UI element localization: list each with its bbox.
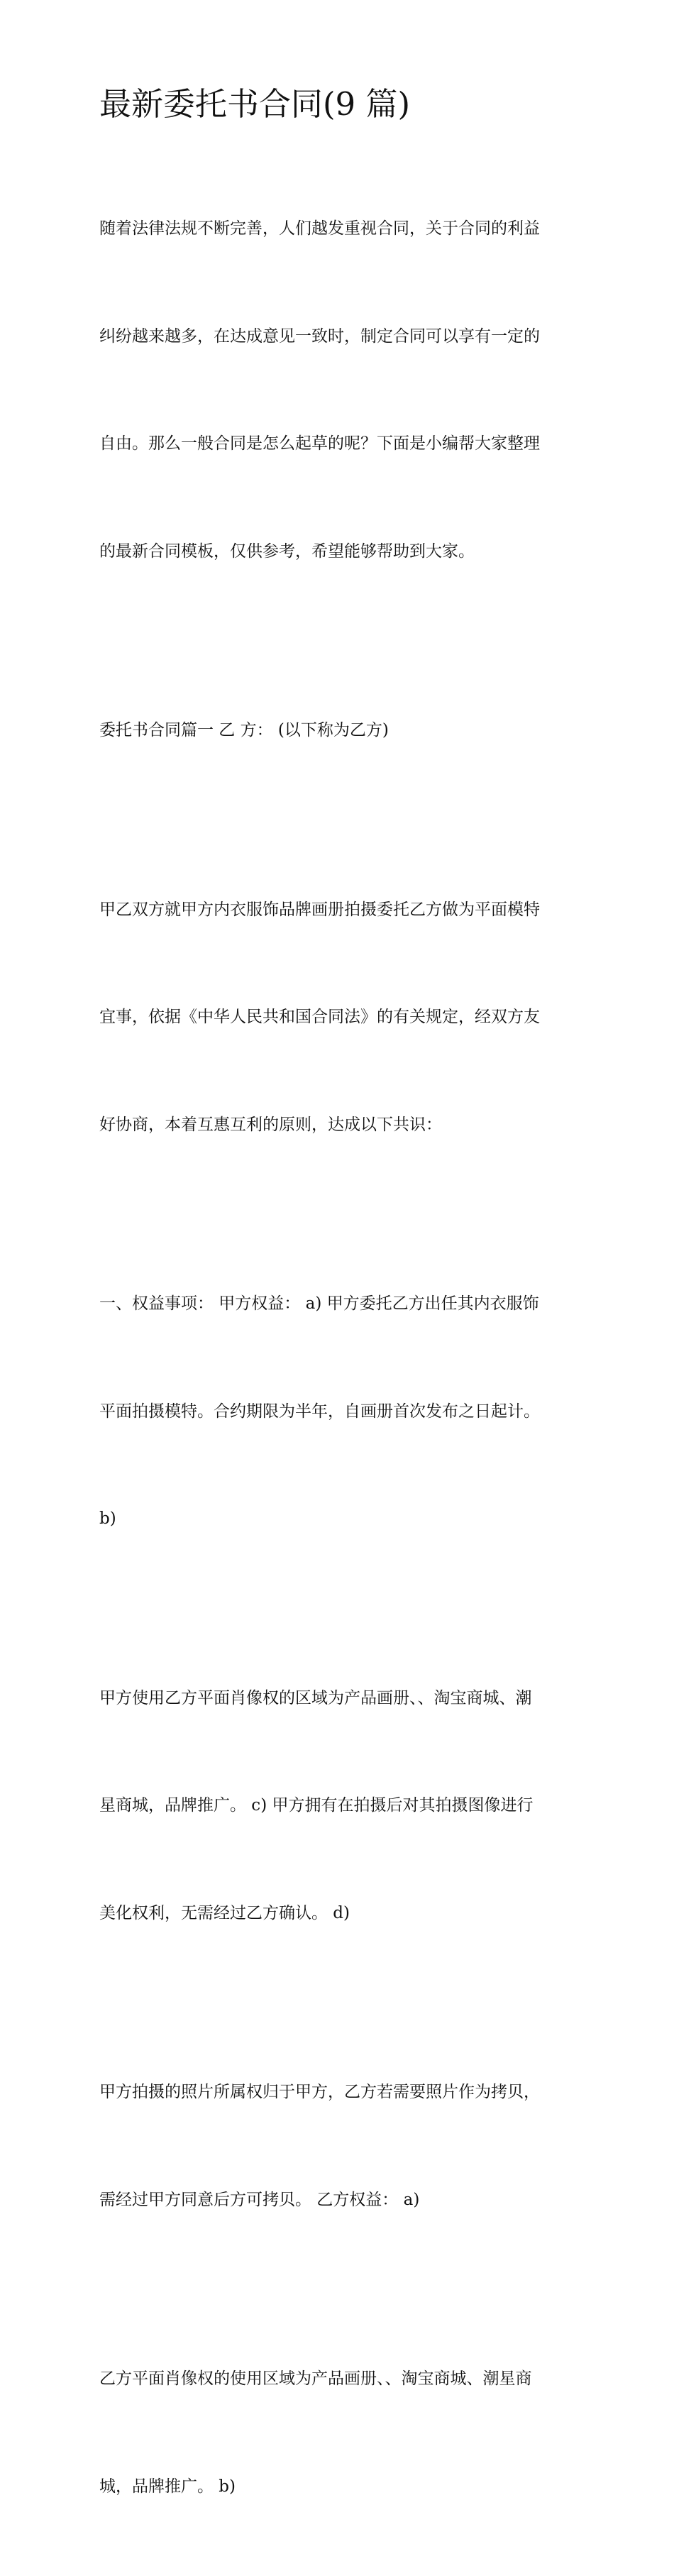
text-line: 甲乙双方就甲方内衣服饰品牌画册拍摄委托乙方做为平面模特 <box>99 900 540 919</box>
paragraph-section-heading <box>99 641 582 820</box>
text-line: 委托书合同篇一 乙 方： (以下称为乙方) <box>99 721 389 739</box>
text-line: b) <box>99 1509 116 1528</box>
text-line: 甲方拍摄的照片所属权归于甲方，乙方若需要照片作为拷贝， <box>99 2083 540 2101</box>
paragraph-intro <box>99 139 582 641</box>
paragraph-rights-d <box>99 2003 582 2289</box>
text-line: 纠纷越来越多，在达成意见一致时，制定合同可以享有一定的 <box>99 326 540 346</box>
text-line: 城，品牌推广。 b) <box>99 2477 236 2496</box>
text-line: 需经过甲方同意后方可拷贝。 乙方权益： a) <box>99 2190 420 2209</box>
document-page <box>99 79 582 2576</box>
text-line: 乙方平面肖像权的使用区域为产品画册、、淘宝商城、潮星商 <box>99 2369 532 2388</box>
text-line: 好协商，本着互惠互利的原则，达成以下共识： <box>99 1115 442 1134</box>
paragraph-party-b-rights <box>99 2289 582 2576</box>
text-line: 自由。那么一般合同是怎么起草的呢？下面是小编帮大家整理 <box>99 434 540 453</box>
paragraph-rights-a <box>99 1214 582 1609</box>
text-line: 星商城，品牌推广。 c) 甲方拥有在拍摄后对其拍摄图像进行 <box>99 1796 534 1815</box>
text-line: 宜事，依据《中华人民共和国合同法》的有关规定，经双方友 <box>99 1008 540 1026</box>
text-line: 甲方使用乙方平面肖像权的区域为产品画册、、淘宝商城、潮 <box>99 1688 532 1707</box>
text-line: 平面拍摄模特。合约期限为半年，自画册首次发布之日起计。 <box>99 1402 540 1421</box>
paragraph-agreement <box>99 820 582 1215</box>
document-body <box>99 139 582 2576</box>
text-line: 随着法律法规不断完善，人们越发重视合同，关于合同的利益 <box>99 219 540 238</box>
text-line: 的最新合同模板，仅供参考，希望能够帮助到大家。 <box>99 541 475 561</box>
paragraph-rights-b <box>99 1609 582 2003</box>
document-title: 最新委托书合同(9 篇) <box>99 85 411 123</box>
text-line: 一、权益事项： 甲方权益： a) 甲方委托乙方出任其内衣服饰 <box>99 1294 539 1313</box>
text-line: 美化权利，无需经过乙方确认。 d) <box>99 1903 350 1922</box>
